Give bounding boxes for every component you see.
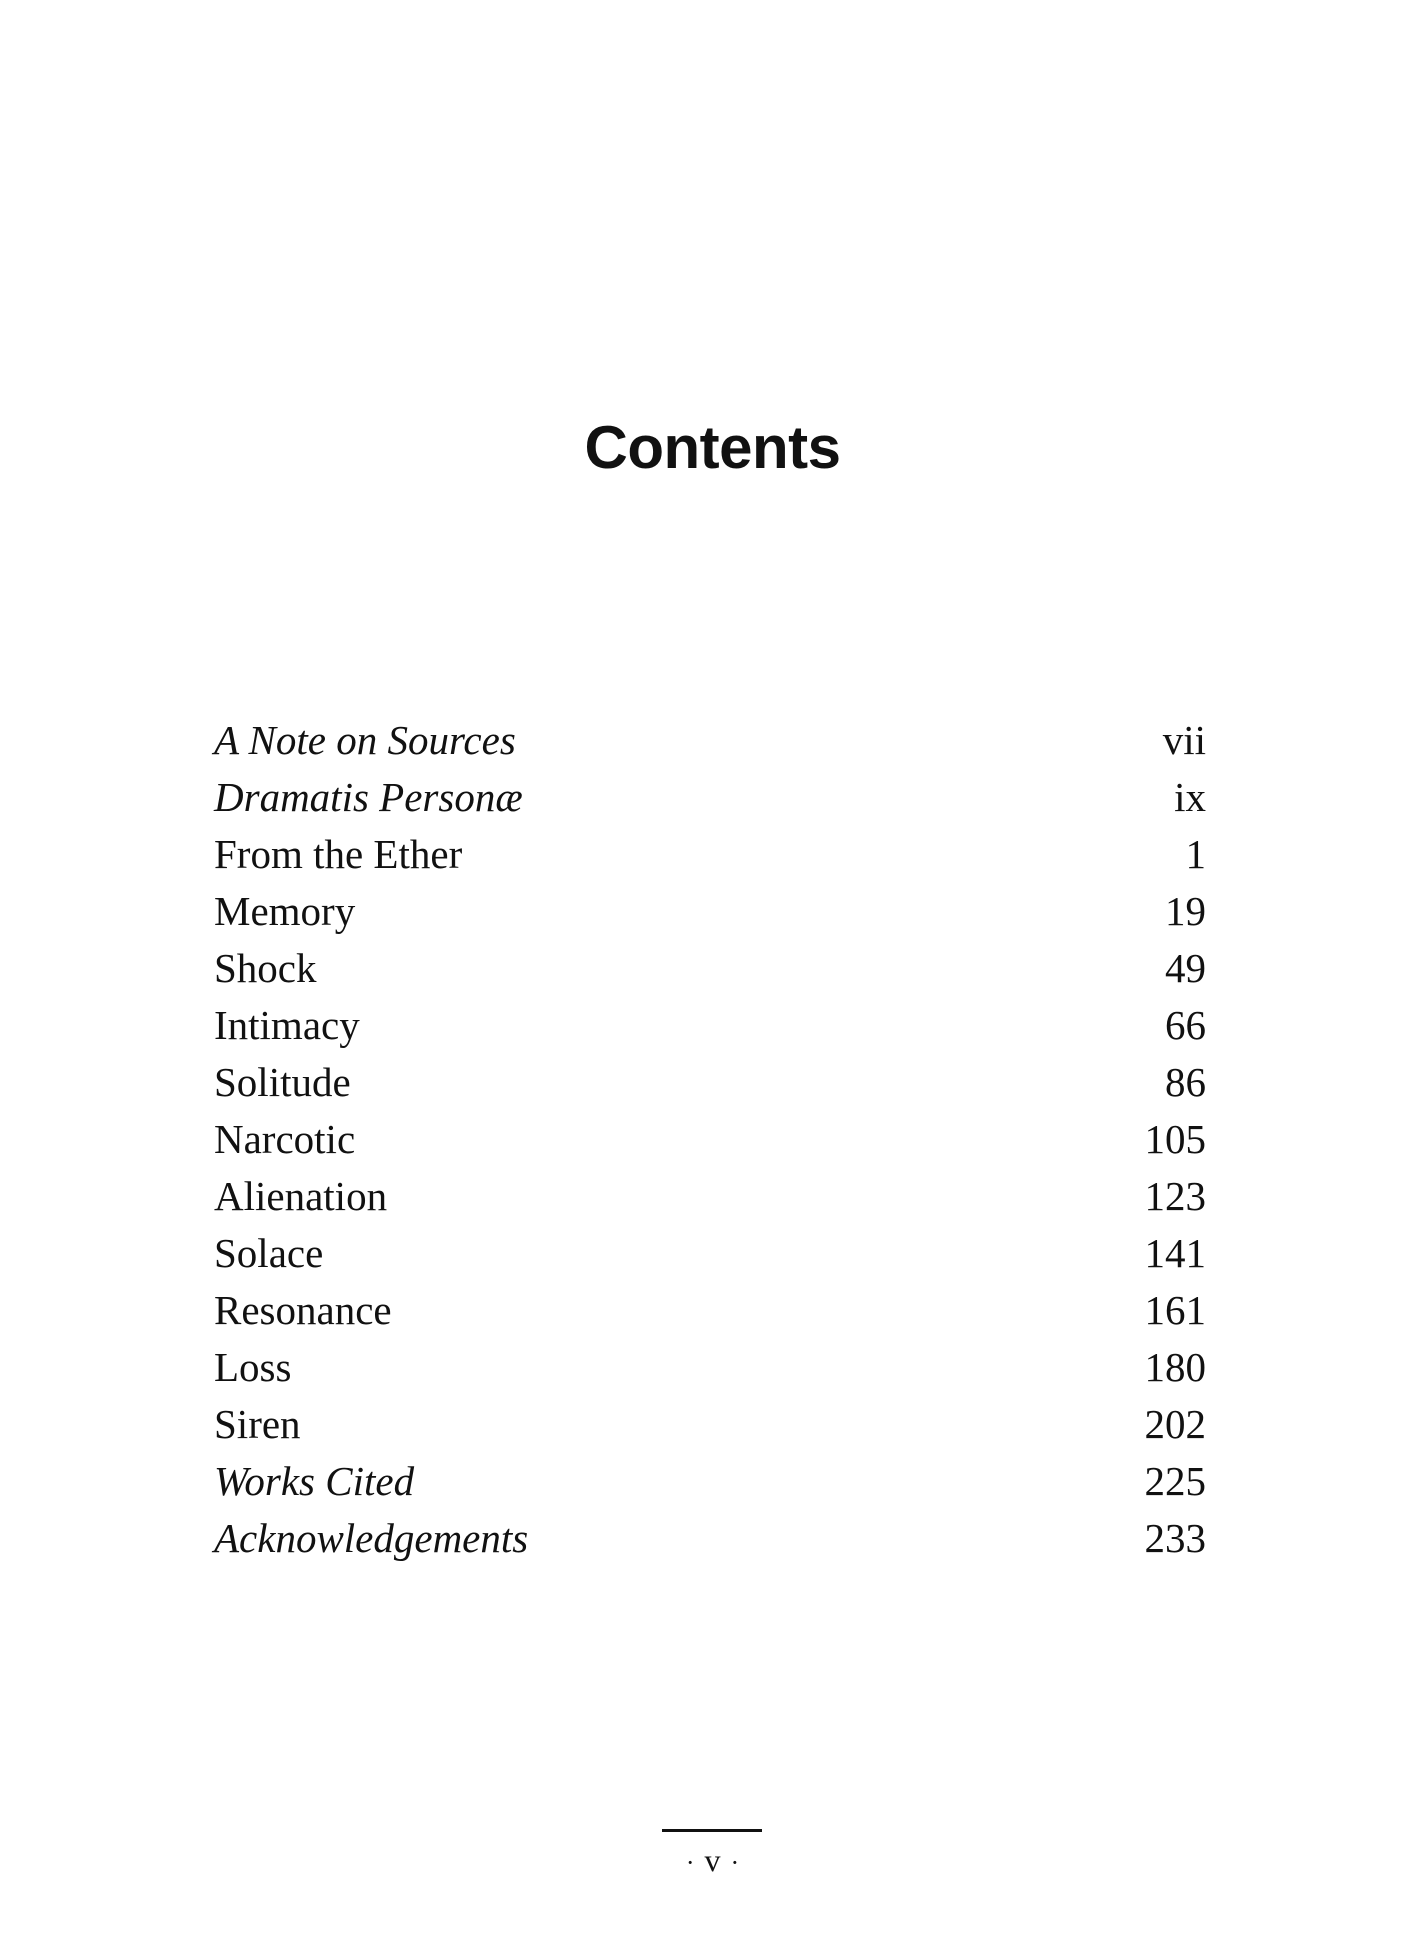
toc-entry (214, 997, 1206, 1054)
toc-entry (214, 1453, 1206, 1510)
toc-entry-title: Acknowledgements (214, 1515, 529, 1561)
toc-entry-page: 19 (1165, 888, 1206, 934)
toc-entry-page: 123 (1144, 1173, 1206, 1219)
toc-entry (214, 883, 1206, 940)
toc-entry-title: Memory (214, 888, 356, 934)
toc-entry-title: Dramatis Personæ (214, 774, 523, 820)
toc-entry (214, 1225, 1206, 1282)
toc-entry-title: Shock (214, 945, 317, 991)
toc-entry (214, 826, 1206, 883)
toc-entry-page: vii (1162, 717, 1206, 763)
table-of-contents (214, 712, 1206, 1567)
toc-entry-title: Siren (214, 1401, 301, 1447)
page-number (0, 1838, 1425, 1885)
toc-entry (214, 1054, 1206, 1111)
toc-entry-title: Solitude (214, 1059, 351, 1105)
page-title: Contents (584, 414, 841, 481)
toc-entry-page: 202 (1144, 1401, 1206, 1447)
page-number-value: v (704, 1842, 721, 1878)
toc-entry-page: 233 (1144, 1515, 1206, 1561)
folio-rule (662, 1829, 762, 1832)
folio-dot-left: · (685, 1848, 695, 1877)
toc-entry-page: 66 (1165, 1002, 1206, 1048)
toc-entry (214, 1111, 1206, 1168)
toc-entry-page: 225 (1144, 1458, 1206, 1504)
toc-entry-page: 86 (1165, 1059, 1206, 1105)
folio-dot-right: · (730, 1848, 740, 1877)
toc-entry (214, 769, 1206, 826)
toc-entry-title: Intimacy (214, 1002, 360, 1048)
toc-entry (214, 1339, 1206, 1396)
toc-entry (214, 712, 1206, 769)
toc-entry-page: 141 (1144, 1230, 1206, 1276)
toc-entry-title: Narcotic (214, 1116, 356, 1162)
toc-entry-page: 105 (1144, 1116, 1206, 1162)
toc-entry (214, 940, 1206, 997)
toc-entry-page: 49 (1165, 945, 1206, 991)
toc-entry (214, 1168, 1206, 1225)
toc-entry (214, 1510, 1206, 1567)
toc-entry (214, 1396, 1206, 1453)
toc-entry-page: 161 (1144, 1287, 1206, 1333)
toc-entry-title: Works Cited (214, 1458, 415, 1504)
toc-entry-title: Alienation (214, 1173, 388, 1219)
toc-entry-page: ix (1174, 774, 1206, 820)
toc-entry (214, 1282, 1206, 1339)
toc-entry-title: From the Ether (214, 831, 463, 877)
toc-entry-page: 1 (1185, 831, 1206, 877)
toc-entry-title: A Note on Sources (214, 717, 516, 763)
toc-entry-title: Resonance (214, 1287, 392, 1333)
toc-entry-title: Loss (214, 1344, 292, 1390)
toc-entry-title: Solace (214, 1230, 324, 1276)
toc-entry-page: 180 (1144, 1344, 1206, 1390)
